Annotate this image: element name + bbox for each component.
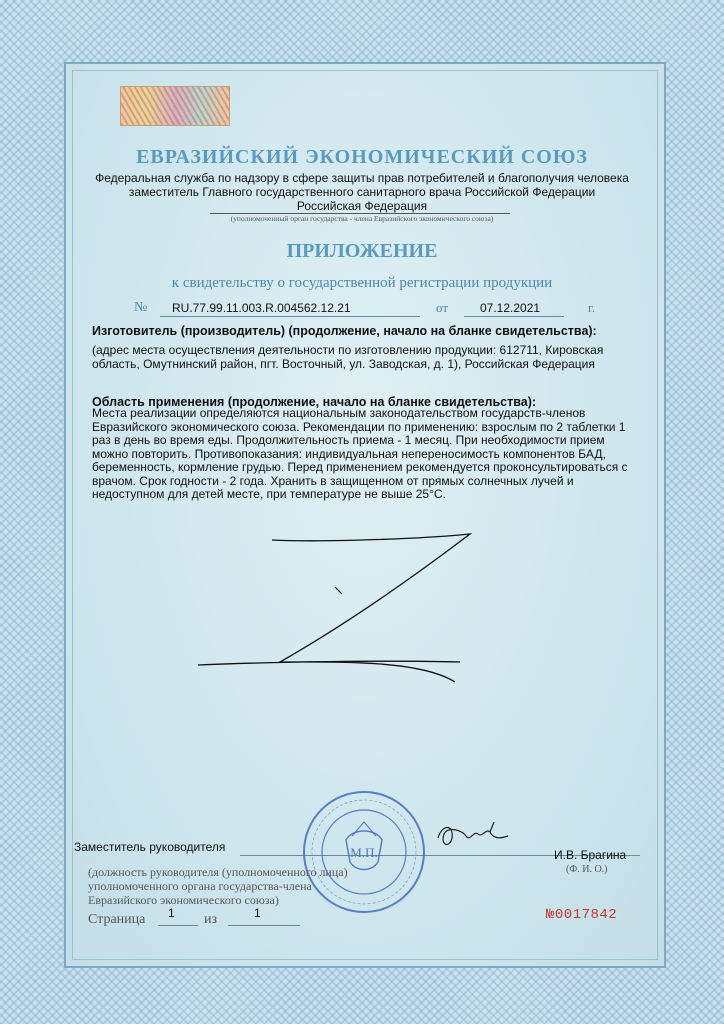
scope-text: Места реализации определяются национальным законодательством государств-членов Евразийского экономического союза. Рекомендации по применению: взрослым по 2 таблетки 1 раз в день во время еды. Продолжительность приема - 1 месяц. При необходимости прием можно повторить. Противопоказания: индивидуальная непереносимость компонентов БАД, беременность, кормление грудью. Перед применением рекомендуется проконсультироваться с врачом. Срок годности - 2 года. Хранить в защищенном от прямых солнечных лучей и недоступном для детей месте, при температуре не выше 25°С. <box>92 406 628 501</box>
year-word: г. <box>588 300 596 315</box>
authority-line-3: Российская Федерация <box>296 199 428 213</box>
signature-mark <box>432 814 512 854</box>
scope-heading: Область применения (продолжение, начало на бланке свидетельства): <box>92 395 537 409</box>
number-rule <box>160 316 420 317</box>
hologram-sticker <box>120 86 230 126</box>
fio-caption: (Ф. И. О.) <box>566 864 608 875</box>
authority-caption: (уполномоченный орган государства - члена Евразийского экономического союза) <box>230 214 494 223</box>
certificate-line: к свидетельству о государственной регистрации продукции <box>171 275 553 291</box>
from-word: от <box>436 300 449 315</box>
serial-number: №0017842 <box>546 907 618 923</box>
z-strike-mark <box>190 532 480 692</box>
total-pages-rule <box>228 925 300 926</box>
position-caption: (должность руководителя (уполномоченного лица) уполномоченного органа государства-члена Евразийского экономического союза) <box>88 865 348 907</box>
certificate-date: 07.12.2021 <box>480 301 541 315</box>
authority-name <box>90 171 634 213</box>
authority-line-1: Федеральная служба по надзору в сфере защиты прав потребителей и благополучия человека <box>95 171 629 185</box>
signatory-name: И.В. Брагина <box>554 848 627 862</box>
manufacturer-text: (адрес места осуществления деятельности по изготовлению продукции: 612711, Кировская область, Омутнинский район, пгт. Восточный, ул. Заводская, д. 1), Российская Федерация <box>92 343 604 371</box>
total-pages: 1 <box>254 906 261 920</box>
authority-line-2: заместитель Главного государственного санитарного врача Российской Федерации <box>128 185 596 199</box>
number-sign: № <box>134 300 148 315</box>
seal-center-text: М.П. <box>350 845 378 860</box>
page-number-rule <box>158 925 198 926</box>
certificate-number: RU.77.99.11.003.R.004562.12.21 <box>172 301 351 315</box>
date-rule <box>464 316 564 317</box>
deputy-label: Заместитель руководителя <box>74 840 226 854</box>
manufacturer-heading: Изготовитель (производитель) (продолжение, начало на бланке свидетельства): <box>92 324 597 338</box>
union-title: ЕВРАЗИЙСКИЙ ЭКОНОМИЧЕСКИЙ СОЮЗ <box>136 146 588 168</box>
page-label: Страница <box>88 912 146 927</box>
annex-title: ПРИЛОЖЕНИЕ <box>286 240 438 262</box>
of-label: из <box>204 912 218 927</box>
page-number: 1 <box>168 906 175 920</box>
official-seal <box>300 788 428 916</box>
